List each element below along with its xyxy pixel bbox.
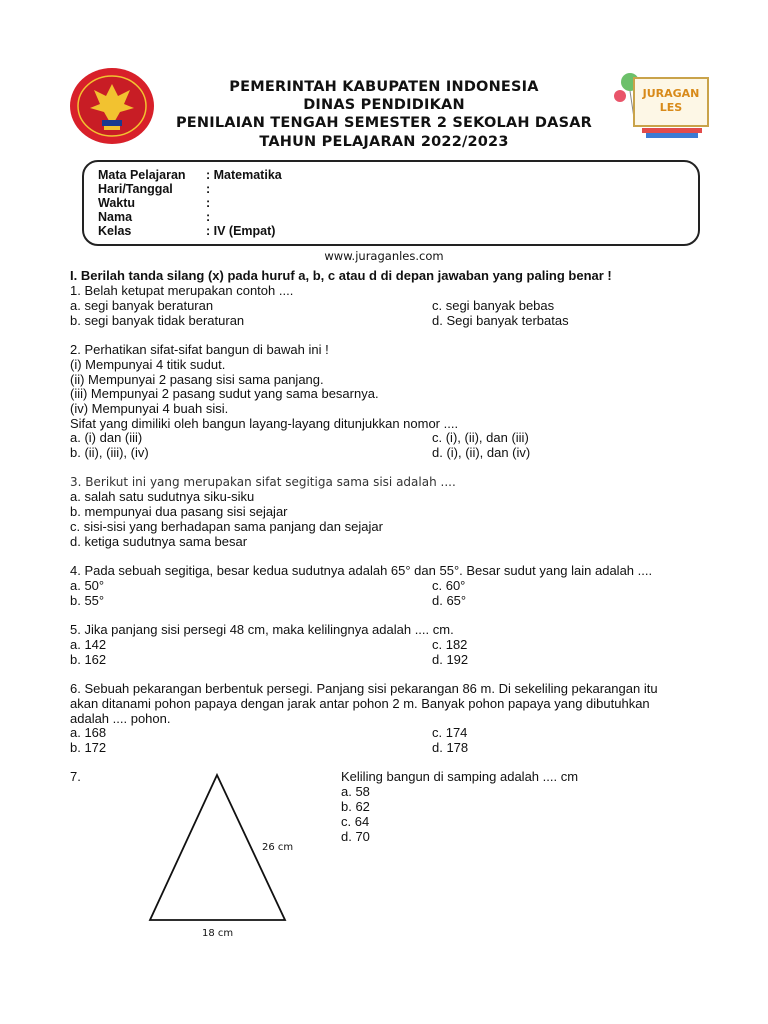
q1-option-a: a. segi banyak beraturan xyxy=(70,298,214,313)
instruction: I. Berilah tanda silang (x) pada huruf a, b, c atau d di depan jawaban yang paling benar ! xyxy=(70,268,612,283)
q2-statement-iv: (iv) Mempunyai 4 buah sisi. xyxy=(70,401,229,416)
q6-option-c: c. 174 xyxy=(432,725,468,740)
question-1: 1. Belah ketupat merupakan contoh .... xyxy=(70,283,294,298)
q5-option-c: c. 182 xyxy=(432,637,468,652)
q3-option-c: c. sisi-sisi yang berhadapan sama panjang dan sejajar xyxy=(70,519,383,534)
q1-option-c: c. segi banyak bebas xyxy=(432,298,555,313)
svg-text:LES: LES xyxy=(659,101,683,114)
q2-option-c: c. (i), (ii), dan (iii) xyxy=(432,430,529,445)
question-5: 5. Jika panjang sisi persegi 48 cm, maka kelilingnya adalah .... cm. xyxy=(70,622,454,637)
triangle-side-label: 26 cm xyxy=(262,842,294,853)
info-row-class: Kelas : IV (Empat) xyxy=(98,224,276,238)
isosceles-triangle-figure xyxy=(140,770,340,945)
q6-option-a: a. 168 xyxy=(70,725,107,740)
question-3: 3. Berikut ini yang merupakan sifat segitiga sama sisi adalah .... xyxy=(70,475,456,489)
info-row-time: Waktu : xyxy=(98,196,211,210)
question-2: 2. Perhatikan sifat-sifat bangun di bawah ini ! xyxy=(70,342,329,357)
triangle-base-label: 18 cm xyxy=(202,928,234,939)
question-6-line-2: akan ditanami pohon papaya dengan jarak antar pohon 2 m. Banyak pohon papaya yang dibutuhkan xyxy=(70,696,650,711)
info-row-subject: Mata Pelajaran : Matematika xyxy=(98,168,282,182)
q2-option-b: b. (ii), (iii), (iv) xyxy=(70,445,149,460)
header-line-4: TAHUN PELAJARAN 2022/2023 xyxy=(259,134,509,150)
q2-option-d: d. (i), (ii), dan (iv) xyxy=(432,445,531,460)
svg-text:JURAGAN: JURAGAN xyxy=(642,87,700,100)
q4-option-a: a. 50° xyxy=(70,578,105,593)
q6-option-b: b. 172 xyxy=(70,740,107,755)
q5-option-a: a. 142 xyxy=(70,637,107,652)
question-6-line-1: 6. Sebuah pekarangan berbentuk persegi. Panjang sisi pekarangan 86 m. Di sekeliling pekarangan itu xyxy=(70,681,658,696)
question-7: Keliling bangun di samping adalah .... cm xyxy=(341,769,579,784)
student-info-box xyxy=(82,160,700,246)
q2-option-a: a. (i) dan (iii) xyxy=(70,430,143,445)
question-4: 4. Pada sebuah segitiga, besar kedua sudutnya adalah 65° dan 55°. Besar sudut yang lain adalah .... xyxy=(70,563,653,578)
header-line-1: PEMERINTAH KABUPATEN INDONESIA xyxy=(229,79,539,95)
q3-option-a: a. salah satu sudutnya siku-siku xyxy=(70,489,255,504)
q5-option-d: d. 192 xyxy=(432,652,469,667)
q4-option-b: b. 55° xyxy=(70,593,105,608)
q6-option-d: d. 178 xyxy=(432,740,469,755)
q2-statement-iii: (iii) Mempunyai 2 pasang sudut yang sama besarnya. xyxy=(70,386,379,401)
q1-option-d: d. Segi banyak terbatas xyxy=(432,313,569,328)
website-url: www.juraganles.com xyxy=(324,249,444,263)
header-line-3: PENILAIAN TENGAH SEMESTER 2 SEKOLAH DASAR xyxy=(175,115,593,131)
q3-option-d: d. ketiga sudutnya sama besar xyxy=(70,534,248,549)
q7-option-a: a. 58 xyxy=(341,784,370,799)
question-7-number: 7. xyxy=(70,769,81,784)
info-row-name: Nama : xyxy=(98,210,211,224)
q4-option-c: c. 60° xyxy=(432,578,466,593)
q7-option-c: c. 64 xyxy=(341,814,370,829)
question-6-line-3: adalah .... pohon. xyxy=(70,711,171,726)
q4-option-d: d. 65° xyxy=(432,593,467,608)
q5-option-b: b. 162 xyxy=(70,652,107,667)
q3-option-b: b. mempunyai dua pasang sisi sejajar xyxy=(70,504,288,519)
q1-option-b: b. segi banyak tidak beraturan xyxy=(70,313,245,328)
q2-statement-ii: (ii) Mempunyai 2 pasang sisi sama panjang. xyxy=(70,372,324,387)
info-row-date: Hari/Tanggal : xyxy=(98,182,211,196)
q2-statement-i: (i) Mempunyai 4 titik sudut. xyxy=(70,357,226,372)
header-line-2: DINAS PENDIDIKAN xyxy=(303,97,465,113)
q2-ask: Sifat yang dimiliki oleh bangun layang-layang ditunjukkan nomor .... xyxy=(70,416,459,431)
q7-option-b: b. 62 xyxy=(341,799,370,814)
q7-option-d: d. 70 xyxy=(341,829,370,844)
